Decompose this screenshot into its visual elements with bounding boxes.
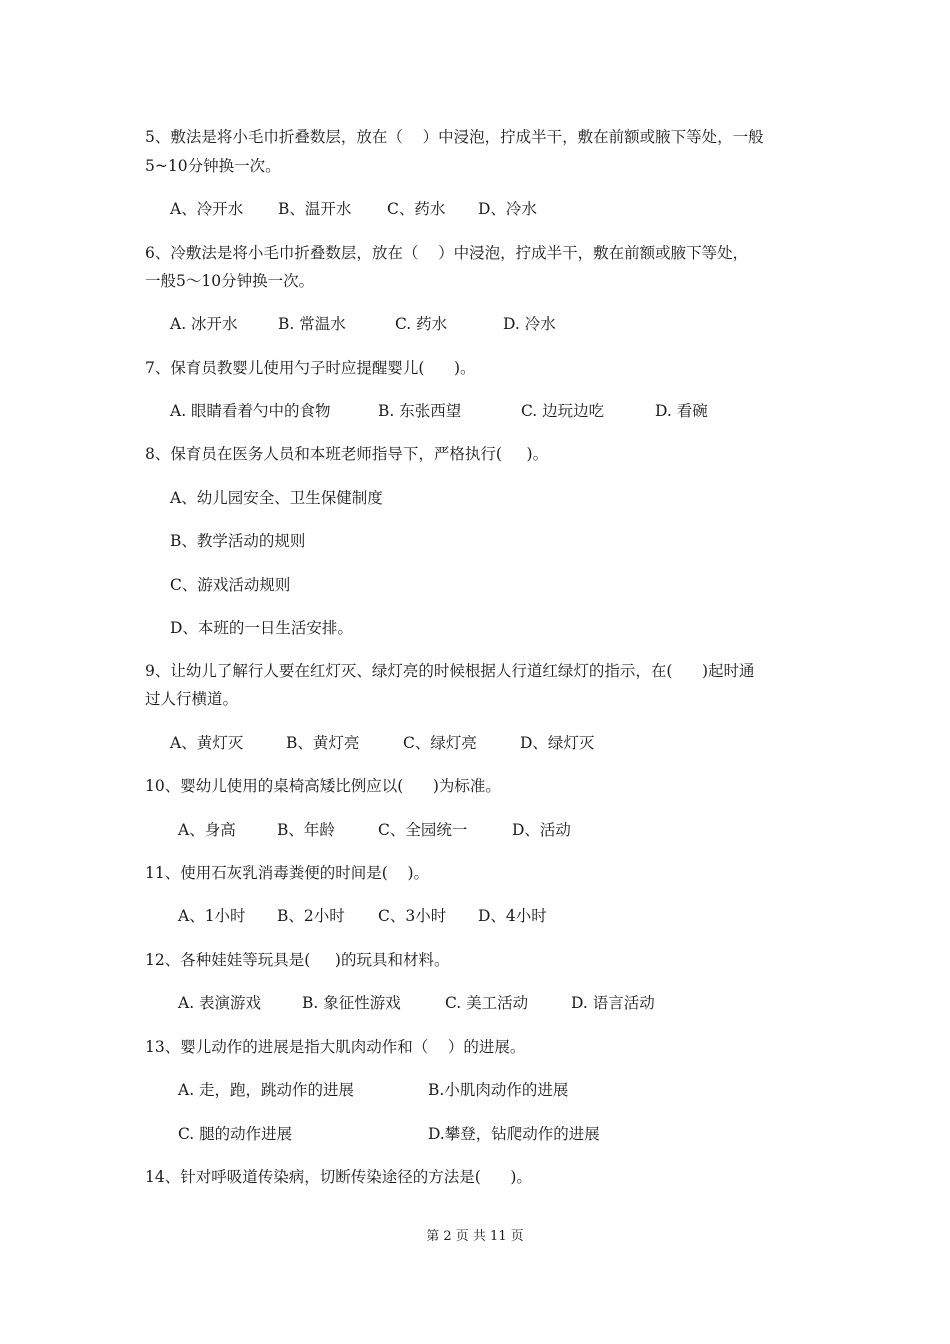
- q13-stem: 13、婴儿动作的进展是指大肌肉动作和（ ）的进展。: [145, 1038, 526, 1056]
- q11-option-d: D、4小时: [478, 907, 547, 925]
- q10-option-d: D、活动: [512, 821, 571, 839]
- q12-option-c: C. 美工活动: [445, 994, 529, 1012]
- q10-option-c: C、全园统一: [378, 821, 468, 839]
- q11-option-c: C、3小时: [378, 907, 447, 925]
- q8-option-a: A、幼儿园安全、卫生保健制度: [170, 489, 383, 507]
- q9-stem-line1: 9、让幼儿了解行人要在红灯灭、绿灯亮的时候根据人行道红绿灯的指示，在( )起时通: [145, 662, 755, 680]
- q5-option-b: B、温开水: [278, 200, 352, 218]
- q7-option-b: B. 东张西望: [378, 402, 462, 420]
- q7-option-d: D. 看碗: [655, 402, 708, 420]
- q7-option-c: C. 边玩边吃: [521, 402, 605, 420]
- q9-option-a: A、黄灯灭: [170, 734, 244, 752]
- q6-stem-line2: 一般5～10分钟换一次。: [145, 272, 315, 290]
- q9-option-b: B、黄灯亮: [286, 734, 360, 752]
- q6-stem-line1: 6、冷敷法是将小毛巾折叠数层，放在（ ）中浸泡，拧成半干，敷在前额或腋下等处，: [145, 244, 749, 262]
- q13-option-a: A. 走，跑，跳动作的进展: [178, 1081, 355, 1099]
- q6-option-c: C. 药水: [395, 315, 448, 333]
- q5-stem-line2: 5~10分钟换一次。: [145, 157, 281, 175]
- q8-option-b: B、教学活动的规则: [170, 532, 306, 550]
- q5-stem-line1: 5、敷法是将小毛巾折叠数层，放在（ ）中浸泡，拧成半干，敷在前额或腋下等处，一般: [145, 128, 764, 146]
- q7-option-a: A. 眼睛看着勺中的食物: [170, 402, 331, 420]
- q5-option-d: D、冷水: [478, 200, 537, 218]
- q12-option-d: D. 语言活动: [571, 994, 655, 1012]
- q6-option-a: A. 冰开水: [170, 315, 238, 333]
- q8-option-d: D、本班的一日生活安排。: [170, 619, 353, 637]
- page-number-footer: 第 2 页 共 11 页: [426, 1229, 524, 1244]
- q10-option-b: B、年龄: [277, 821, 335, 839]
- q13-option-c: C. 腿的动作进展: [178, 1125, 293, 1143]
- q13-option-d: D.攀登，钻爬动作的进展: [428, 1125, 600, 1143]
- q5-option-a: A、冷开水: [170, 200, 244, 218]
- q8-option-c: C、游戏活动规则: [170, 576, 291, 594]
- q7-stem: 7、保育员教婴儿使用勺子时应提醒婴儿( )。: [145, 359, 476, 377]
- q11-option-a: A、1小时: [178, 907, 246, 925]
- q13-option-b: B.小肌肉动作的进展: [428, 1081, 569, 1099]
- q9-stem-line2: 过人行横道。: [145, 690, 239, 708]
- q9-option-d: D、绿灯灭: [520, 734, 595, 752]
- q11-stem: 11、使用石灰乳消毒粪便的时间是( )。: [145, 864, 430, 882]
- q12-option-a: A. 表演游戏: [178, 994, 262, 1012]
- q12-stem: 12、各种娃娃等玩具是( )的玩具和材料。: [145, 951, 450, 969]
- q6-option-d: D. 冷水: [503, 315, 556, 333]
- q14-stem: 14、针对呼吸道传染病，切断传染途径的方法是( )。: [145, 1168, 532, 1186]
- q8-stem: 8、保育员在医务人员和本班老师指导下，严格执行( )。: [145, 445, 549, 463]
- q11-option-b: B、2小时: [277, 907, 345, 925]
- q10-option-a: A、身高: [178, 821, 236, 839]
- q10-stem: 10、婴幼儿使用的桌椅高矮比例应以( )为标准。: [145, 777, 501, 795]
- q6-option-b: B. 常温水: [278, 315, 346, 333]
- q5-option-c: C、药水: [387, 200, 446, 218]
- q9-option-c: C、绿灯亮: [403, 734, 477, 752]
- q12-option-b: B. 象征性游戏: [302, 994, 401, 1012]
